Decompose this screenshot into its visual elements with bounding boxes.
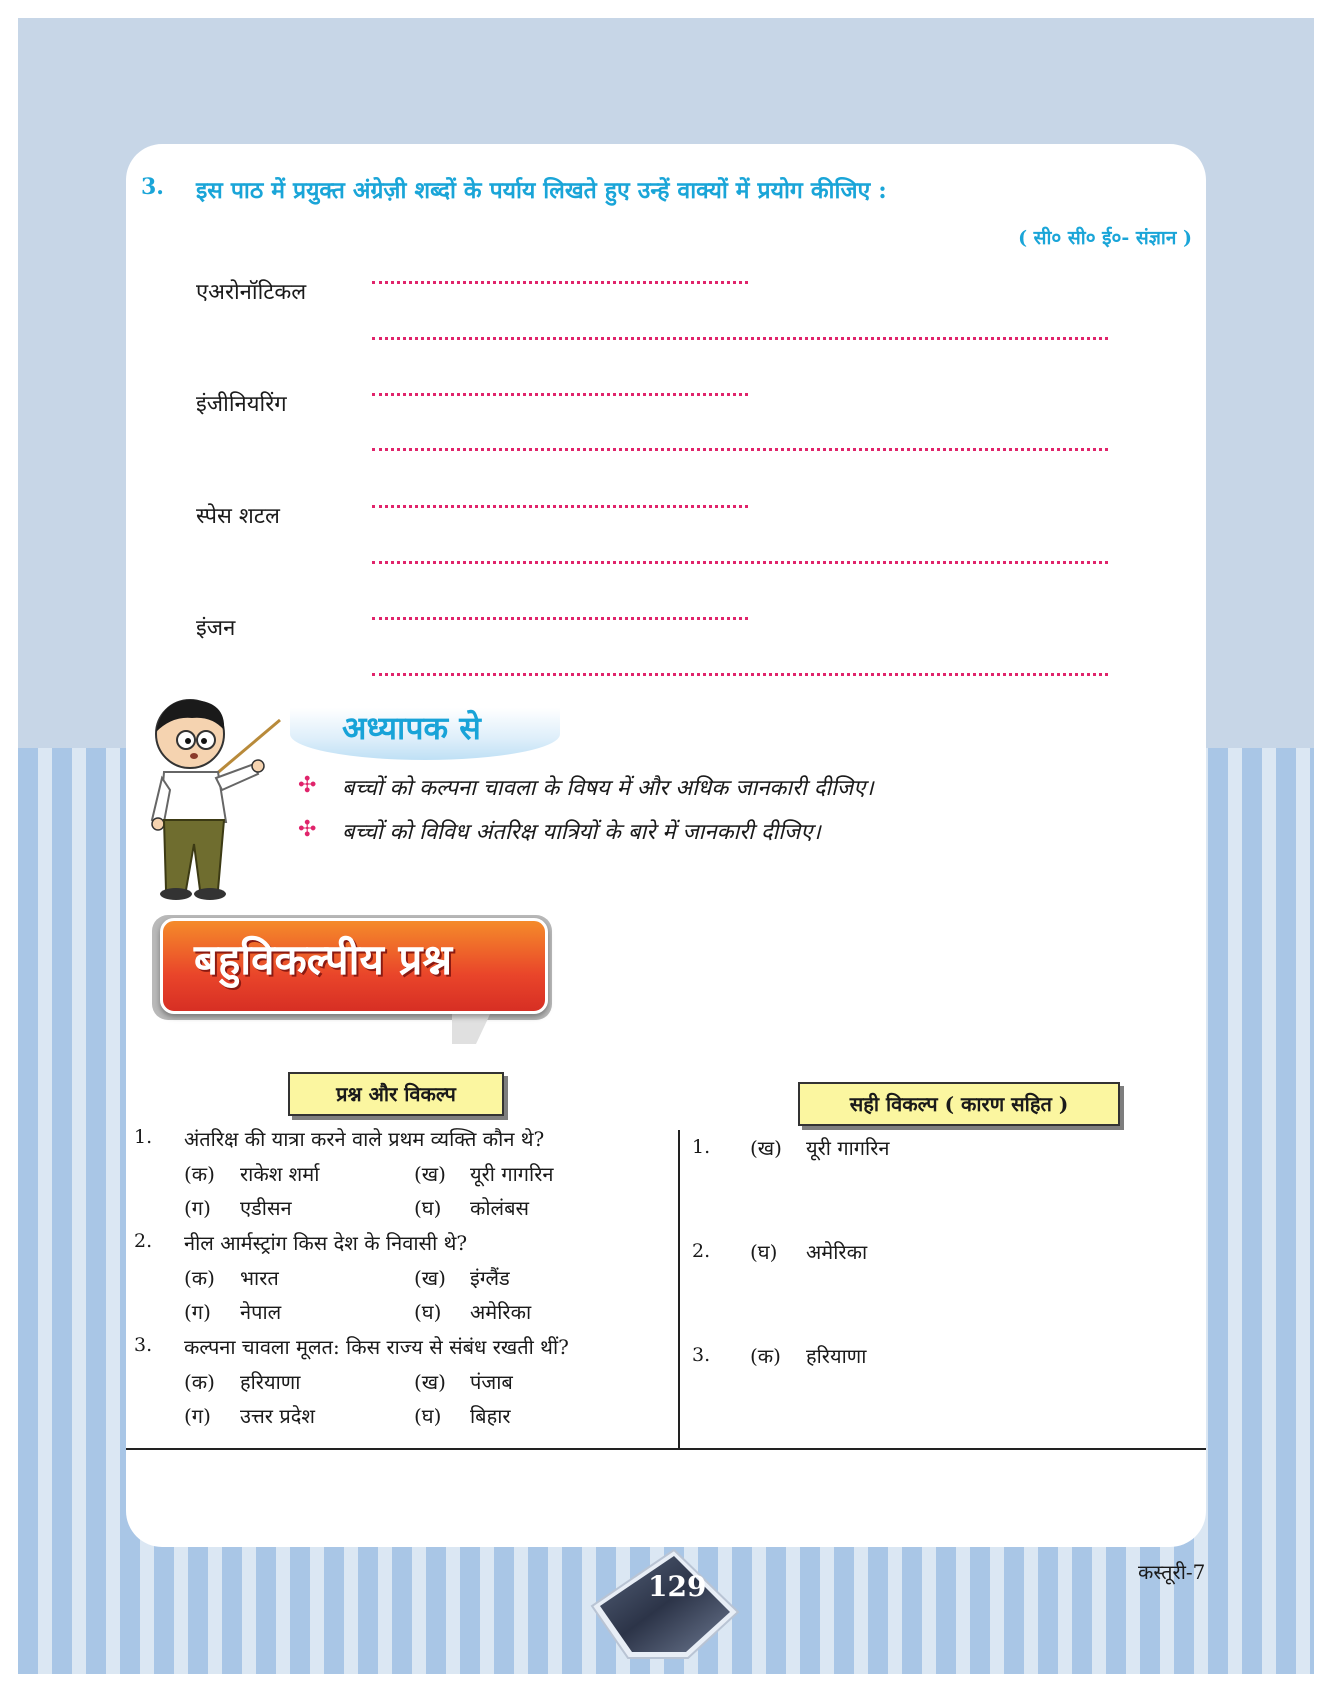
- answer-text: अमेरिका: [806, 1240, 868, 1264]
- teacher-boy-illustration: [142, 694, 302, 904]
- option-text: पंजाब: [470, 1370, 513, 1394]
- dotted-answer-line: [372, 393, 748, 396]
- option-label: (क): [184, 1370, 215, 1394]
- option-text: यूरी गागरिन: [470, 1162, 554, 1186]
- answer-label: (घ): [750, 1240, 778, 1264]
- question-text: अंतरिक्ष की यात्रा करने वाले प्रथम व्यक्ति कौन थे?: [184, 1127, 545, 1151]
- option-text: हरियाणा: [240, 1370, 301, 1394]
- option-text: भारत: [240, 1266, 279, 1290]
- question-3-text: इस पाठ में प्रयुक्त अंग्रेज़ी शब्दों के पर्याय लिखते हुए उन्हें वाक्यों में प्रयोग कीजिए :: [196, 177, 887, 204]
- question-3-source: ( सी० सी० ई०- संज्ञान ): [1018, 227, 1192, 249]
- answer-number: 3.: [692, 1344, 711, 1366]
- dotted-answer-line: [372, 561, 1108, 564]
- option-label: (ख): [414, 1162, 446, 1186]
- dotted-answer-line: [372, 448, 1108, 451]
- option-text: एडीसन: [240, 1196, 292, 1220]
- word-engineering: इंजीनियरिंग: [196, 392, 287, 417]
- mcq-banner-title: बहुविकल्पीय प्रश्न: [194, 935, 453, 984]
- dotted-answer-line: [372, 337, 1108, 340]
- dotted-answer-line: [372, 505, 748, 508]
- option-text: नेपाल: [240, 1300, 282, 1324]
- option-text: उत्तर प्रदेश: [240, 1404, 315, 1428]
- word-aeronautical: एअरोनॉटिकल: [196, 280, 307, 305]
- question-number: 2.: [134, 1230, 153, 1252]
- question-3-number: 3.: [141, 174, 164, 200]
- option-label: (ग): [184, 1300, 211, 1324]
- questions-header: प्रश्न और विकल्प: [288, 1072, 504, 1116]
- column-divider: [678, 1130, 680, 1448]
- option-label: (घ): [414, 1404, 442, 1428]
- dotted-answer-line: [372, 673, 1108, 676]
- table-bottom-rule: [126, 1448, 1206, 1450]
- answer-number: 2.: [692, 1240, 711, 1262]
- option-label: (क): [184, 1266, 215, 1290]
- option-label: (ग): [184, 1404, 211, 1428]
- dotted-answer-line: [372, 281, 748, 284]
- page-number-badge: [588, 1548, 744, 1660]
- option-text: इंग्लैंड: [470, 1266, 510, 1290]
- book-title: कस्तूरी-7: [1138, 1560, 1206, 1584]
- teacher-section-title: अध्यापक से: [342, 709, 481, 747]
- option-label: (घ): [414, 1300, 442, 1324]
- option-text: कोलंबस: [470, 1196, 530, 1220]
- bullet-icon: ✣: [298, 817, 317, 842]
- question-number: 3.: [134, 1334, 153, 1356]
- question-number: 1.: [134, 1126, 153, 1148]
- answer-number: 1.: [692, 1136, 711, 1158]
- answers-header: सही विकल्प ( कारण सहित ): [798, 1082, 1120, 1126]
- option-label: (ख): [414, 1370, 446, 1394]
- question-text: कल्पना चावला मूलत: किस राज्य से संबंध रखती थीं?: [184, 1335, 569, 1359]
- option-text: अमेरिका: [470, 1300, 532, 1324]
- option-label: (ख): [414, 1266, 446, 1290]
- bullet-icon: ✣: [298, 773, 317, 798]
- word-engine: इंजन: [196, 616, 236, 641]
- option-text: राकेश शर्मा: [240, 1162, 320, 1186]
- answer-label: (क): [750, 1344, 781, 1368]
- page-number: 129: [648, 1570, 707, 1603]
- answer-text: हरियाणा: [806, 1344, 867, 1368]
- answer-label: (ख): [750, 1136, 782, 1160]
- option-text: बिहार: [470, 1404, 511, 1428]
- option-label: (क): [184, 1162, 215, 1186]
- dotted-answer-line: [372, 617, 748, 620]
- answer-text: यूरी गागरिन: [806, 1136, 890, 1160]
- option-label: (ग): [184, 1196, 211, 1220]
- banner-tail: [452, 1010, 492, 1044]
- teacher-instruction-2: बच्चों को विविध अंतरिक्ष यात्रियों के बारे में जानकारी दीजिए।: [342, 820, 821, 845]
- option-label: (घ): [414, 1196, 442, 1220]
- teacher-instruction-1: बच्चों को कल्पना चावला के विषय में और अधिक जानकारी दीजिए।: [342, 776, 874, 801]
- question-text: नील आर्मस्ट्रांग किस देश के निवासी थे?: [184, 1231, 468, 1255]
- word-space-shuttle: स्पेस शटल: [196, 504, 280, 529]
